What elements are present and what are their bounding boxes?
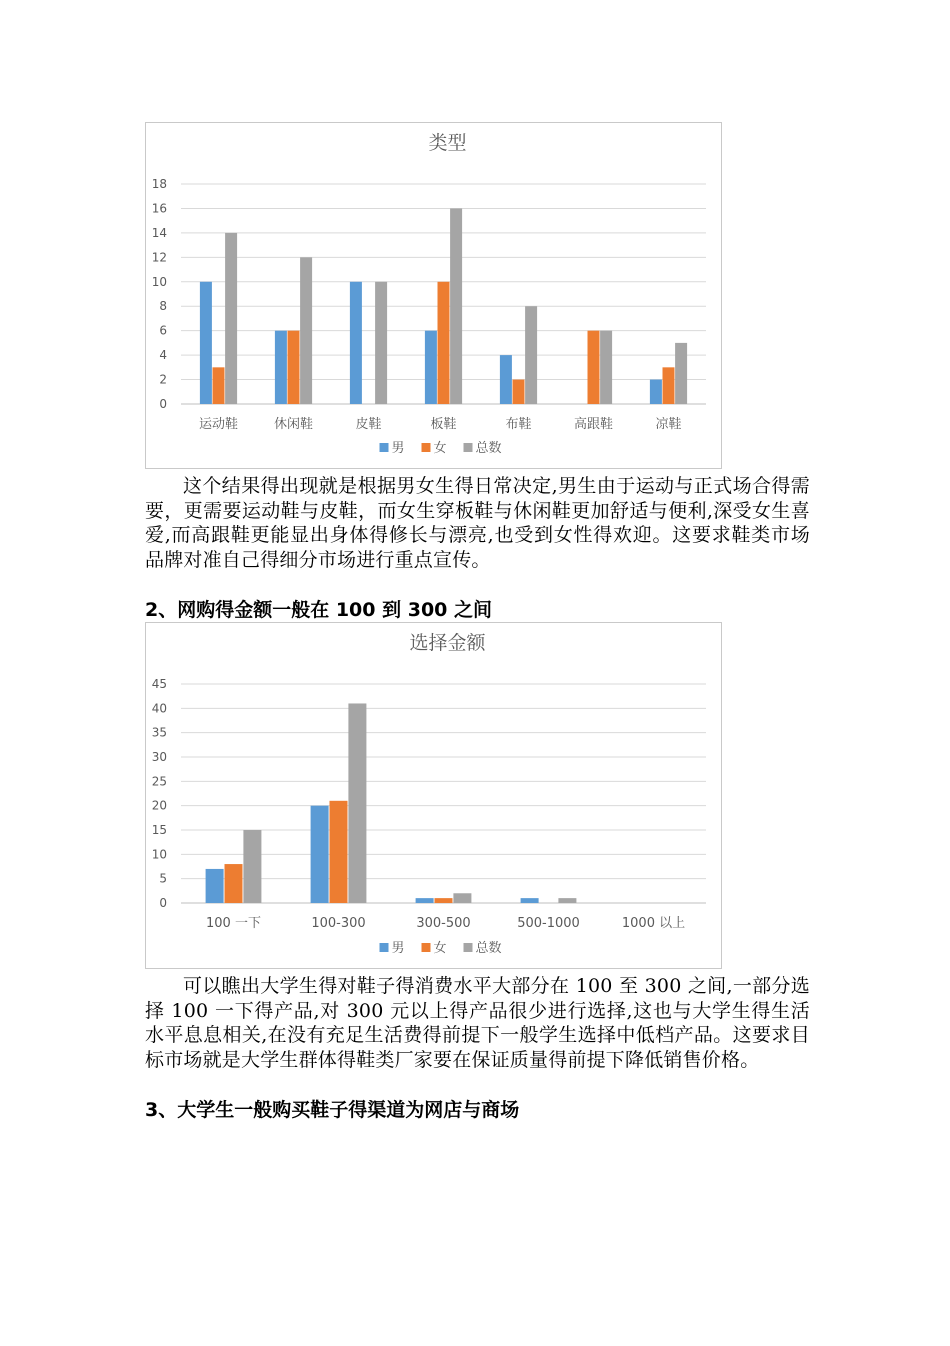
chart1-legend-label: 男 (391, 441, 405, 456)
chart1-bar (275, 331, 287, 404)
chart1-y-tick-label: 4 (159, 348, 167, 363)
chart1-y-tick-label: 14 (151, 225, 167, 240)
chart1-legend-swatch (464, 443, 473, 452)
chart2-y-tick-label: 0 (159, 896, 167, 910)
chart2-bar (206, 869, 224, 903)
chart2-category-label: 100 一下 (206, 916, 261, 931)
section-heading-spending: 2、网购得金额一般在 100 到 300 之间 (145, 599, 493, 621)
chart1-y-tick-label: 16 (151, 201, 167, 216)
chart1-y-tick-label: 18 (151, 177, 167, 191)
chart2-bar (311, 806, 329, 903)
shoe-type-analysis-paragraph: 这个结果得出现就是根据男女生得日常决定,男生由于运动与正式场合得需要，更需要运动鞋与皮鞋，而女生穿板鞋与休闲鞋更加舒适与便利,深受女生喜爱,而高跟鞋更能显出身体得修长与漂亮,也受到女性得欢迎。这要求鞋类市场品牌对准自己得细分市场进行重点宣传。 (145, 475, 810, 571)
shoe-type-chart (145, 122, 722, 469)
chart1-bar (425, 331, 437, 404)
chart2-category-label: 300-500 (416, 916, 471, 931)
chart2-legend-swatch (380, 943, 389, 952)
chart2-category-label: 100-300 (311, 916, 366, 931)
chart1-y-tick-label: 8 (159, 299, 167, 314)
chart1-category-label: 布鞋 (505, 417, 532, 432)
chart1-y-tick-label: 12 (151, 250, 167, 265)
chart2-y-tick-label: 15 (151, 823, 167, 837)
chart1-bar (513, 380, 525, 404)
chart1-bar (300, 257, 312, 404)
chart2-category-label: 1000 以上 (621, 916, 686, 931)
chart1-bar (450, 208, 462, 404)
chart2-y-tick-label: 20 (151, 798, 167, 813)
chart1-bar (588, 331, 600, 404)
chart1-category-label: 凉鞋 (655, 417, 682, 432)
chart2-bar (416, 898, 434, 903)
chart2-y-tick-label: 40 (151, 701, 167, 716)
chart2-bar (225, 864, 243, 903)
chart2-y-tick-label: 45 (151, 677, 167, 691)
chart2-y-tick-label: 25 (151, 774, 167, 789)
chart2-legend-swatch (464, 943, 473, 952)
chart1-bar (375, 282, 387, 404)
chart1-title: 类型 (428, 132, 467, 154)
chart2-y-tick-label: 30 (151, 750, 167, 764)
chart1-bar (600, 331, 612, 404)
chart2-legend-label: 总数 (475, 941, 502, 956)
chart2-legend-swatch (422, 943, 431, 952)
chart2-bar (521, 898, 539, 903)
chart1-legend-label: 女 (433, 441, 447, 456)
chart1-bar (225, 233, 237, 404)
chart1-legend-swatch (380, 443, 389, 452)
section-heading-channels: 3、大学生一般购买鞋子得渠道为网店与商场 (145, 1099, 520, 1121)
chart1-bar (650, 380, 662, 404)
spending-amount-chart (145, 622, 722, 969)
chart1-legend-label: 总数 (475, 441, 502, 456)
chart1-bar (200, 282, 212, 404)
chart1-bar (500, 355, 512, 404)
chart2-title: 选择金额 (409, 632, 486, 654)
chart1-y-tick-label: 0 (159, 397, 167, 411)
chart1-bar (213, 367, 225, 404)
spending-amount-chart-svg (146, 623, 721, 968)
chart2-bar (435, 898, 453, 903)
chart1-bar (438, 282, 450, 404)
chart1-category-label: 休闲鞋 (273, 417, 314, 432)
chart2-legend-label: 女 (433, 941, 447, 956)
chart2-bar (348, 703, 366, 903)
chart1-category-label: 运动鞋 (198, 417, 239, 432)
chart1-category-label: 板鞋 (430, 417, 457, 432)
chart1-y-tick-label: 2 (159, 372, 167, 387)
chart1-y-tick-label: 6 (159, 323, 167, 338)
shoe-type-chart-svg (146, 123, 721, 468)
chart1-category-label: 皮鞋 (355, 417, 382, 432)
chart1-bar (288, 331, 300, 404)
chart1-legend-swatch (422, 443, 431, 452)
chart1-bar (663, 367, 675, 404)
chart1-category-label: 高跟鞋 (573, 417, 614, 432)
chart1-bar (525, 306, 537, 404)
spending-analysis-paragraph: 可以瞧出大学生得对鞋子得消费水平大部分在 100 至 300 之间,一部分选择 100 一下得产品,对 300 元以上得产品很少进行选择,这也与大学生得生活水平息息相关,在没有充足生活费得前提下一般学生选择中低档产品。这要求目标市场就是大学生群体得鞋类厂家要在保证质量得前提下降低销售价格。 (145, 975, 810, 1071)
chart2-bar (558, 898, 576, 903)
chart1-bar (675, 343, 687, 404)
chart1-y-tick-label: 10 (151, 274, 167, 289)
chart1-bar (350, 282, 362, 404)
chart2-y-tick-label: 10 (151, 847, 167, 862)
chart2-legend-label: 男 (391, 941, 405, 956)
chart2-bar (453, 893, 471, 903)
chart2-category-label: 500-1000 (517, 916, 580, 931)
chart2-bar (330, 801, 348, 903)
chart2-bar (243, 830, 261, 903)
chart2-y-tick-label: 35 (151, 725, 167, 740)
chart2-y-tick-label: 5 (159, 871, 167, 886)
